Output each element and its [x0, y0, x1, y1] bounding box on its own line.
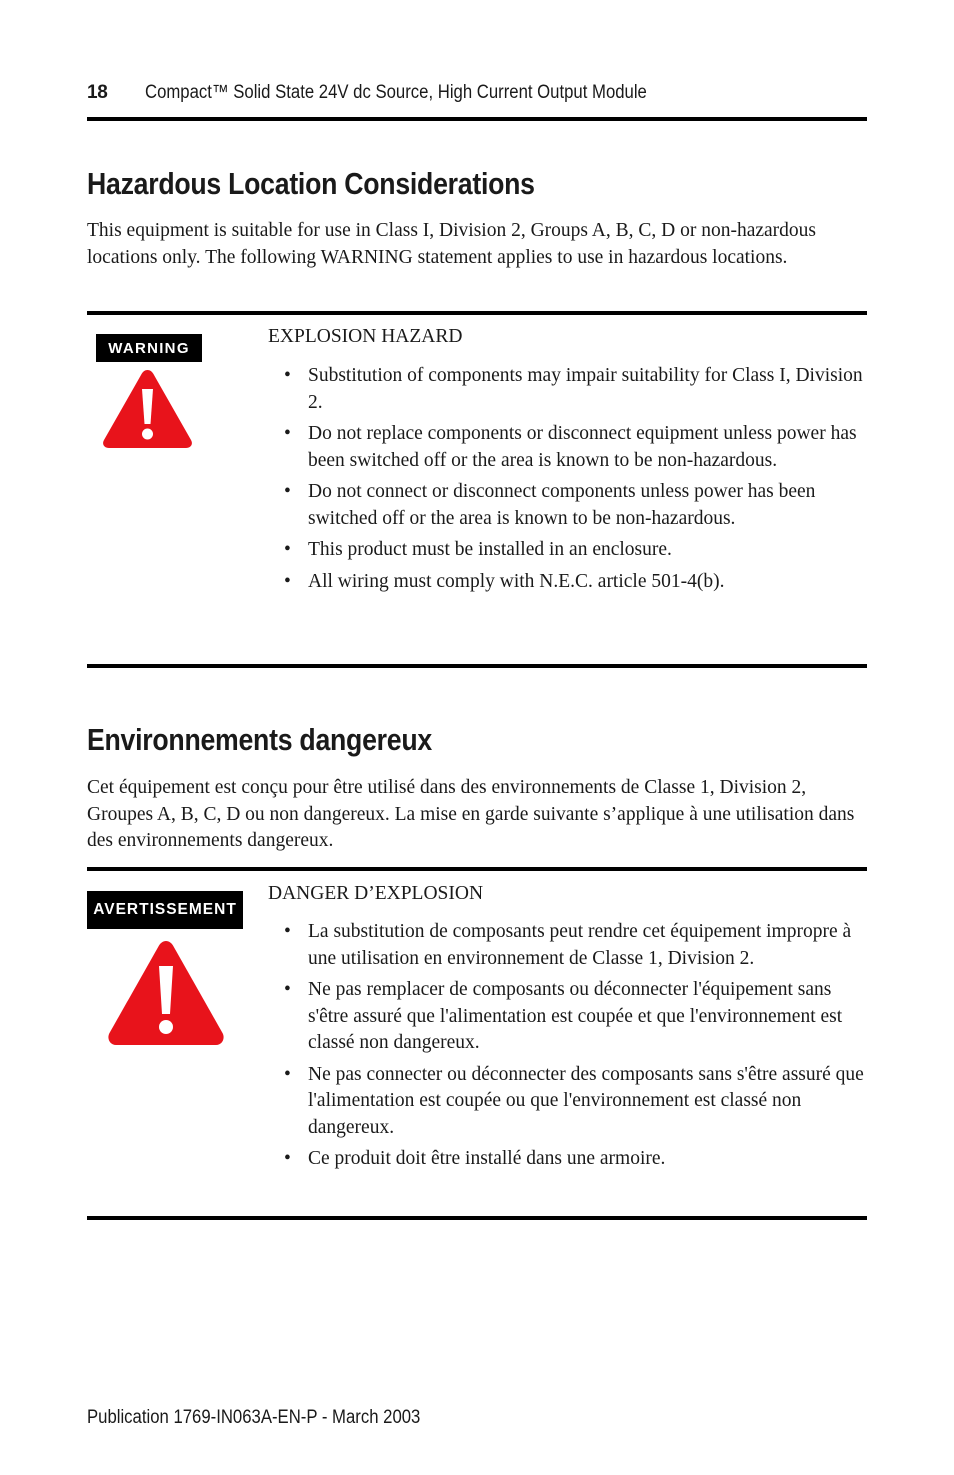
intro-paragraph-en: This equipment is suitable for use in Class I, Division 2, Groups A, B, C, D or non-hazardous locations only. The following WARNING statement applies to use in hazardous locations.: [87, 220, 817, 268]
warning-badge: WARNING: [96, 334, 202, 362]
hazard-title-en: EXPLOSION HAZARD: [268, 326, 463, 347]
avertissement-bottom-rule: [87, 1216, 867, 1220]
warning-bottom-rule: [87, 664, 867, 668]
intro-paragraph-fr: Cet équipement est conçu pour être utilisé dans des environnements de Classe 1, Division 2, Groupes A, B, C, D ou non dangereux. La mise en garde suivante s’applique à une utilisation dans des environnements dangereux.: [87, 777, 855, 851]
avertissement-badge: AVERTISSEMENT: [87, 891, 243, 929]
list-item: • Do not connect or disconnect components unless power has been switched off or the area is known to be non-hazardous.: [284, 479, 869, 532]
hazard-title-fr: DANGER D’EXPLOSION: [268, 883, 484, 904]
hazard-list-fr: [284, 919, 869, 1178]
list-item: • Ne pas connecter ou déconnecter des composants sans s'être assuré que l'alimentation est coupée ou que l'environnement est classé non dangereux.: [284, 1062, 869, 1142]
page-number: 18: [87, 82, 108, 103]
list-item: • Ce produit doit être installé dans une armoire.: [284, 1146, 869, 1173]
avertissement-top-rule: [87, 867, 867, 871]
hazard-list-en: [284, 363, 869, 600]
list-item: • Substitution of components may impair suitability for Class I, Division 2.: [284, 363, 869, 416]
list-item: • All wiring must comply with N.E.C. article 501-4(b).: [284, 569, 869, 596]
running-header-title: Compact™ Solid State 24V dc Source, High Current Output Module: [145, 82, 647, 103]
list-item: • Ne pas remplacer de composants ou déconnecter l'équipement sans s'être assuré que l'alimentation est coupée et que l'environnement est classé non dangereux.: [284, 977, 869, 1057]
header-rule: [87, 117, 867, 121]
warning-triangle-icon: [106, 938, 226, 1048]
list-item: • This product must be installed in an enclosure.: [284, 537, 869, 564]
warning-top-rule: [87, 311, 867, 315]
section-heading-en: Hazardous Location Considerations: [87, 166, 535, 201]
list-item: • La substitution de composants peut rendre cet équipement impropre à une utilisation en environnement de Classe 1, Division 2.: [284, 919, 869, 972]
publication-footer: Publication 1769-IN063A-EN-P - March 2003: [87, 1407, 421, 1428]
section-heading-fr: Environnements dangereux: [87, 722, 432, 757]
list-item: • Do not replace components or disconnect equipment unless power has been switched off or the area is known to be non-hazardous.: [284, 421, 869, 474]
warning-triangle-icon: [101, 367, 194, 451]
